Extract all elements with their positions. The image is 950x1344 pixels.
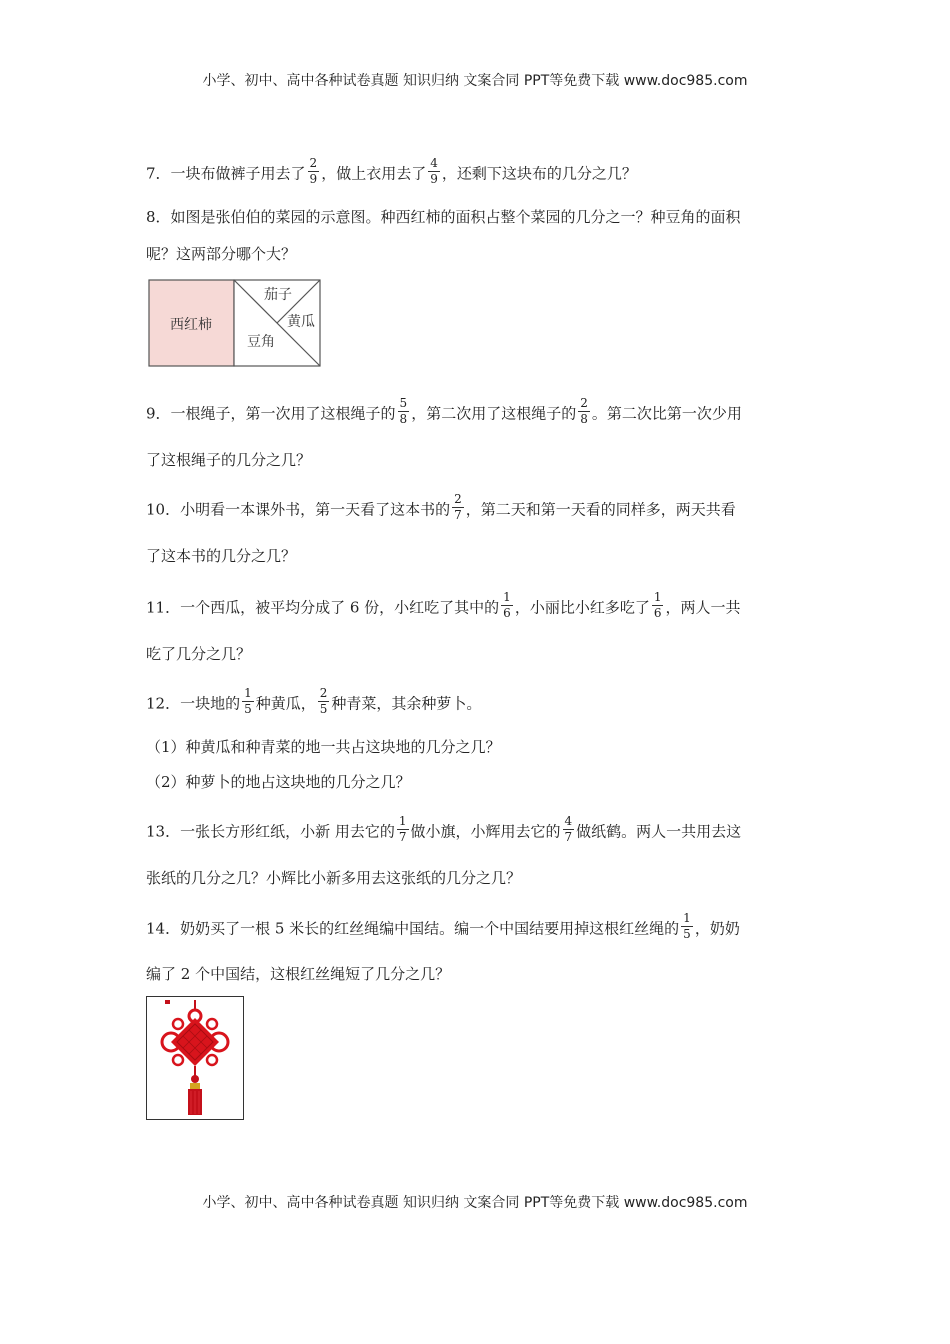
q12-fraction-2 — [318, 687, 330, 716]
q13-f1-numerator: 1 — [398, 814, 407, 828]
question-12-sub-2: （2）种萝卜的地占这块地的几分之几？ — [146, 773, 411, 791]
q11-text-2: ，小丽比小红多吃了 — [514, 598, 650, 617]
q10-f1-denominator: 7 — [454, 508, 462, 522]
q12-f2-numerator: 2 — [319, 686, 328, 700]
q9-f1-numerator: 5 — [399, 396, 408, 410]
label-bean: 豆角 — [247, 334, 275, 350]
q12-f1-denominator: 5 — [244, 702, 252, 716]
q10-text-2: ，第二天和第一天看的同样多，两天共看 — [465, 500, 736, 519]
q9-text-2: ，第二次用了这根绳子的 — [411, 404, 577, 423]
q9-fraction-1 — [398, 397, 410, 426]
question-11-line-2: 吃了几分之几？ — [146, 645, 252, 663]
question-8-line-2: 呢？这两部分哪个大？ — [146, 245, 297, 263]
question-9 — [146, 396, 742, 429]
question-11 — [146, 590, 741, 623]
question-8-line-1: 8．如图是张伯伯的菜园的示意图。种西红柿的面积占整个菜园的几分之一？种豆角的面积 — [146, 208, 741, 226]
q13-text-3: 做纸鹤。两人一共用去这 — [576, 822, 742, 841]
q11-f1-numerator: 1 — [503, 590, 511, 604]
question-14-line-2: 编了 2 个中国结，这根红丝绳短了几分之几？ — [146, 965, 451, 983]
q14-text-2: ，奶奶 — [694, 919, 740, 938]
q7-f2-denominator: 9 — [430, 172, 438, 186]
q9-f1-denominator: 8 — [399, 412, 408, 426]
q11-text-1: 11．一个西瓜，被平均分成了 6 份，小红吃了其中的 — [146, 598, 500, 617]
q10-text-1: 10．小明看一本课外书，第一天看了这本书的 — [146, 500, 451, 519]
q13-f2-denominator: 7 — [564, 830, 573, 844]
q7-text-3: ，还剩下这块布的几分之几？ — [441, 164, 637, 183]
q7-fraction-2 — [428, 157, 440, 186]
knot-bead — [191, 1075, 199, 1083]
q11-f2-numerator: 1 — [653, 590, 662, 604]
q13-f2-numerator: 4 — [564, 814, 573, 828]
tassel-cap — [190, 1083, 200, 1089]
page-footer: 小学、初中、高中各种试卷真题 知识归纳 文案合同 PPT等免费下载 www.doc985.com — [202, 1195, 748, 1211]
q9-text-3: 。第二次比第一次少用 — [591, 404, 742, 423]
q9-text-1: 9．一根绳子，第一次用了这根绳子的 — [146, 404, 396, 423]
q12-text-3: 种青菜，其余种萝卜。 — [331, 694, 482, 713]
question-12-sub-1: （1）种黄瓜和种青菜的地一共占这块地的几分之几？ — [146, 738, 501, 756]
q11-fraction-1 — [501, 591, 513, 620]
q7-text-2: ，做上衣用去了 — [321, 164, 427, 183]
label-eggplant: 茄子 — [264, 287, 292, 303]
q13-fraction-1 — [397, 815, 409, 844]
question-10 — [146, 492, 736, 525]
q12-text-1: 12．一块地的 — [146, 694, 241, 713]
question-12 — [146, 686, 482, 719]
q9-fraction-2 — [578, 397, 590, 426]
q7-fraction-1 — [308, 157, 320, 186]
q12-text-2: 种黄瓜， — [255, 694, 316, 713]
q10-fraction-1 — [452, 493, 464, 522]
question-14 — [146, 911, 740, 944]
q13-f1-denominator: 7 — [398, 830, 407, 844]
q7-f1-denominator: 9 — [309, 172, 318, 186]
q9-f2-denominator: 8 — [580, 412, 588, 426]
q13-text-2: 做小旗，小辉用去它的 — [410, 822, 561, 841]
label-cucumber: 黄瓜 — [287, 314, 315, 330]
q12-fraction-1 — [242, 687, 254, 716]
page-header: 小学、初中、高中各种试卷真题 知识归纳 文案合同 PPT等免费下载 www.doc985.com — [202, 73, 748, 89]
q11-fraction-2 — [652, 591, 664, 620]
question-9-line-2: 了这根绳子的几分之几？ — [146, 451, 312, 469]
question-10-line-2: 了这本书的几分之几？ — [146, 547, 297, 565]
question-7 — [146, 156, 637, 189]
q14-f1-denominator: 5 — [683, 927, 691, 941]
label-tomato: 西红柿 — [170, 317, 212, 333]
question-13-line-2: 张纸的几分之几？小辉比小新多用去这张纸的几分之几？ — [146, 869, 522, 887]
chinese-knot-image — [146, 996, 244, 1120]
q13-text-1: 13．一张长方形红纸，小新 用去它的 — [146, 822, 395, 841]
q10-f1-numerator: 2 — [454, 492, 462, 506]
q13-fraction-2 — [563, 815, 575, 844]
q9-f2-numerator: 2 — [580, 396, 588, 410]
q7-f1-numerator: 2 — [309, 156, 318, 170]
q11-f2-denominator: 6 — [653, 606, 662, 620]
q14-f1-numerator: 1 — [683, 911, 691, 925]
q12-f1-numerator: 1 — [244, 686, 252, 700]
q11-text-3: ，两人一共 — [665, 598, 741, 617]
q14-text-1: 14．奶奶买了一根 5 米长的红丝绳编中国结。编一个中国结要用掉这根红丝绳的 — [146, 919, 680, 938]
q7-text-1: 7．一块布做裤子用去了 — [146, 164, 306, 183]
q11-f1-denominator: 6 — [503, 606, 511, 620]
question-13 — [146, 814, 742, 847]
q12-f2-denominator: 5 — [319, 702, 328, 716]
q7-f2-numerator: 4 — [430, 156, 438, 170]
garden-diagram — [148, 279, 322, 367]
q14-fraction-1 — [681, 912, 693, 941]
